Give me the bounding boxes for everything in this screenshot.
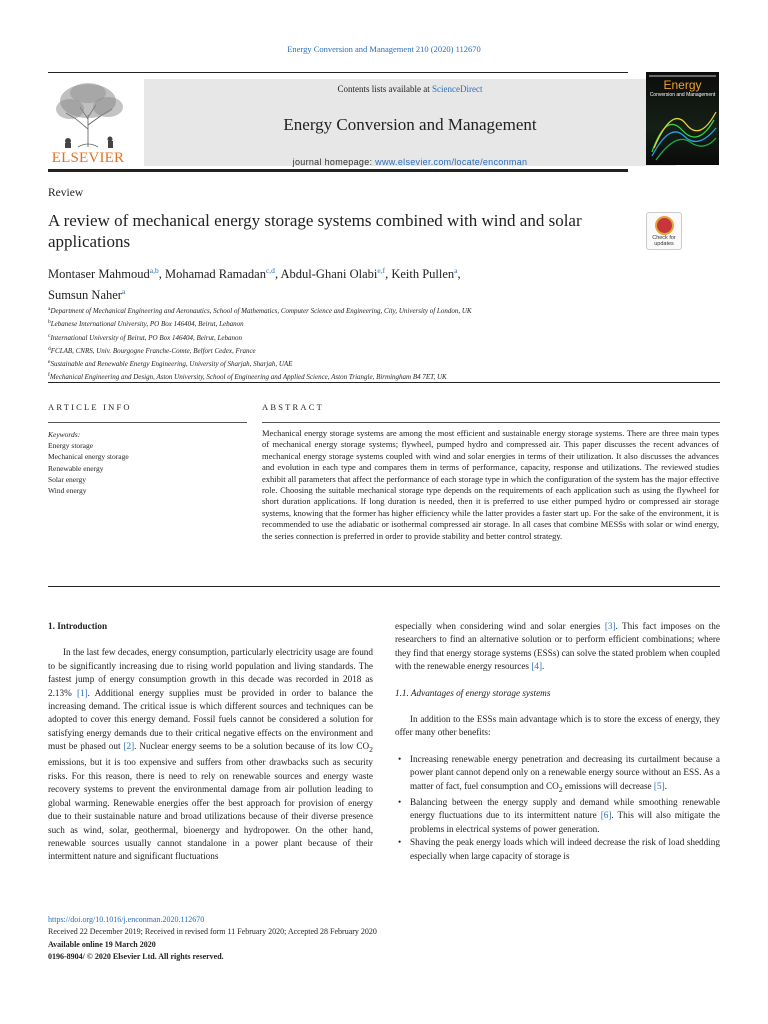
advantages-paragraph: In addition to the ESSs main advantage which is to store the excess of energy, they offer many other benefits: <box>395 714 720 738</box>
text-run: especially when considering wind and solar energies <box>395 621 605 631</box>
homepage-prefix: journal homepage: <box>292 157 376 167</box>
abstract-rule <box>262 422 720 423</box>
abstract-heading: ABSTRACT <box>262 402 324 412</box>
masthead-rule <box>48 169 628 172</box>
affiliation-text: Lebanese International University, PO Box 146404, Beirut, Lebanon <box>50 320 244 329</box>
affiliation-marker: f <box>48 372 50 379</box>
article-info-heading: ARTICLE INFO <box>48 402 132 412</box>
affiliation-marker: a <box>48 306 51 312</box>
text-run: Balancing between the energy supply and demand while smoothing renewable energy fluctuations due to its intermittent nature <box>410 796 720 821</box>
affiliation-marker: c <box>48 332 51 339</box>
journal-title: Energy Conversion and Management <box>283 115 537 134</box>
subscript: 2 <box>558 784 563 794</box>
elsevier-wordmark: ELSEVIER <box>51 150 125 166</box>
author-list <box>48 262 648 304</box>
affiliation-item <box>48 344 648 357</box>
keyword-item[interactable]: Mechanical energy storage <box>48 452 129 462</box>
article-info-rule <box>48 422 247 423</box>
affiliation-text: Mechanical Engineering and Design, Aston University, School of Engineering and Applied Science, Aston Triangle, Birmingham B4 7ET, UK <box>49 373 447 382</box>
cover-artwork-icon <box>646 72 719 165</box>
author-affiliation-marker[interactable]: a <box>121 287 126 296</box>
elsevier-tree-icon <box>48 79 128 149</box>
reference-link-3[interactable]: [3] <box>604 621 616 631</box>
copyright-notice: 0196-8904/ © 2020 Elsevier Ltd. All rights reserved. <box>48 951 224 961</box>
advantages-list <box>395 753 720 863</box>
doi-link[interactable]: https://doi.org/10.1016/j.enconman.2020.112670 <box>48 915 205 924</box>
received-dates: Received 22 December 2019; Received in revised form 11 February 2020; Accepted 28 February 2020 <box>48 927 377 937</box>
keyword-item[interactable]: Solar energy <box>48 474 86 484</box>
keyword-list <box>48 440 129 496</box>
available-online-date: Available online 19 March 2020 <box>48 939 156 949</box>
text-run: . Nuclear energy seems to be a solution because of its low CO <box>134 741 370 752</box>
affiliation-marker: b <box>48 319 51 326</box>
article-title: A review of mechanical energy storage systems combined with wind and solar applications <box>48 211 582 251</box>
text-run: . <box>542 661 545 672</box>
text-run: . This will also mitigate the problems in electrical systems of power generation. <box>410 810 721 834</box>
author-affiliation-marker[interactable]: c,d <box>265 266 275 275</box>
sciencedirect-link[interactable]: ScienceDirect <box>432 84 483 94</box>
affiliation-text: Department of Mechanical Engineering and Aeronautics, School of Mathematics, Computer Science and Engineering, City, University of London, UK <box>50 307 472 315</box>
affiliation-text: International University of Beirut, PO Box 146404, Beirut, Lebanon <box>50 333 242 342</box>
list-item <box>395 753 720 796</box>
affiliation-marker: d <box>48 345 51 352</box>
body-column-right <box>395 620 720 863</box>
author-separator: , <box>457 267 461 281</box>
keyword-item[interactable]: Energy storage <box>48 441 94 450</box>
list-item <box>395 796 720 836</box>
reference-link-2[interactable]: [2] <box>123 741 135 752</box>
introduction-paragraph <box>48 646 373 863</box>
check-for-updates-button[interactable] <box>646 212 682 250</box>
contents-prefix: Contents lists available at <box>337 84 432 94</box>
affiliation-item <box>48 357 648 370</box>
cover-subtitle: Conversion and Management <box>649 92 716 98</box>
body-column-left <box>48 620 373 864</box>
check-for-updates-label: Check for updates <box>652 235 676 247</box>
cover-title: Energy <box>663 78 702 92</box>
author-separator: , <box>385 267 392 281</box>
author-name[interactable]: Abdul-Ghani Olabi <box>280 267 378 281</box>
homepage-line <box>144 157 676 167</box>
text-run: . <box>664 780 667 791</box>
introduction-heading: 1. Introduction <box>48 621 108 631</box>
section-divider-bottom <box>48 586 720 587</box>
affiliation-list <box>48 304 648 384</box>
continued-paragraph <box>395 620 720 674</box>
affiliation-text: Sustainable and Renewable Energy Engineering, University of Sharjah, Sharjah, UAE <box>50 360 293 369</box>
keyword-item[interactable]: Wind energy <box>48 486 87 496</box>
journal-citation-link[interactable]: Energy Conversion and Management 210 (2020) 112670 <box>287 44 481 54</box>
author-name[interactable]: Mohamad Ramadan <box>164 267 266 281</box>
affiliation-item <box>48 317 648 330</box>
affiliation-text: FCLAB, CNRS, Univ. Bourgogne Franche-Comte, Belfort Cedex, France <box>50 346 256 355</box>
reference-link-1[interactable]: [1] <box>76 687 88 698</box>
subscript: 2 <box>369 745 373 755</box>
journal-masthead <box>48 72 628 172</box>
abstract-text: Mechanical energy storage systems are among the most efficient and sustainable energy storage systems. There are three main types of mechanical energy storage systems; flywheel, pumped hydro and compressed air. This paper discusses the recent advances of mechanical energy storage systems coupled with wind and solar energies in terms of their utilization. It also discusses the advances and evolution in each type and compares them in terms of performance, capacity, response and utilizations. The reviewed studies exhibit all parameters that affect the performance of each storage type in which the configuration of the system has the major effective role. Choosing the suitable mechanical storage type depends on the requirements of each application such as using the flywheel for short duration applications. If long duration is needed, then it is preferred to use either pumped hydro or compressed air storage systems, knowing that the former has higher efficiency while the latter provides a faster start up. For the sake of the environment, it is recommended to use the adiabatic or isothermal compressed air storage. In all cases that combine MESSs with solar or wind energy, the series connection is preferred in order to provide stability and better control strategy. <box>262 428 719 541</box>
text-run: emissions, but it is too expensive and suffers from other drawbacks such as security risks. For this reason, there is need to rely on renewable sources and energy waste recovery systems to prevent the environmental damage from air pollution leading to global warming. Renewable energies offer the best approach for provision of energy due to their sustainable nature and broad utilizations because of their diverse presence such as wind, solar, geothermal, bioenergy and hydropower. On the other hand, renewable sources usually cannot standalone in a power plant because of their intermittent nature and significant fluctuations <box>48 757 373 862</box>
journal-cover-thumbnail[interactable] <box>646 72 719 165</box>
text-run: Increasing renewable energy penetration and decreasing its curtailment because a power plant cannot depend only on a renewable energy source without an ESS. As a matter of fact, fuel consumption and CO <box>410 753 720 791</box>
keyword-item[interactable]: Renewable energy <box>48 463 104 473</box>
text-run: emissions will decrease <box>562 780 654 791</box>
subsection-heading: 1.1. Advantages of energy storage systems <box>395 687 551 698</box>
author-affiliation-marker[interactable]: a,b <box>149 266 159 275</box>
author-name[interactable]: Montaser Mahmoud <box>48 267 150 281</box>
article-type-label: Review <box>48 187 84 199</box>
author-separator: , <box>274 267 281 281</box>
reference-link-5[interactable]: [5] <box>653 780 665 791</box>
list-item: • Shaving the peak energy loads which will indeed decrease the risk of load shedding especially when large capacity of storage is <box>395 836 720 863</box>
contents-line <box>144 84 676 94</box>
article-footer <box>48 914 377 963</box>
author-affiliation-marker[interactable]: e,f <box>377 266 386 275</box>
affiliation-item <box>48 304 648 317</box>
affiliation-item <box>48 331 648 344</box>
text-run: In the last few decades, energy consumption, particularly electricity usage are found to be significantly increasing due to rising world population and living standards. The fastest jump of energy consumption growth in this decade was recorded in 2018 as 2.13% <box>48 647 373 698</box>
crossmark-icon <box>655 216 674 235</box>
reference-link-6[interactable]: [6] <box>600 810 612 821</box>
text-run: . Additional energy supplies must be provided in order to balance the increasing demand. The critical issue is which different sources and techniques can be adopted to cover this energy demand. Fossil fuels cannot be considered a solution for satisfying energy demands due to their critical negative effects on the environment and must be phased out <box>48 687 374 752</box>
author-name[interactable]: Sumsun Naher <box>48 288 122 302</box>
affiliation-marker: e <box>48 359 51 366</box>
text-run: . This fact imposes on the researchers to find an alternative solution or to perform efficient combinations; where they find that energy storage systems (ESSs) can solve the stated problem when coupled with the renewable energy resources <box>395 621 720 672</box>
elsevier-logo[interactable] <box>48 79 128 165</box>
homepage-link[interactable]: www.elsevier.com/locate/enconman <box>375 157 528 167</box>
masthead-band <box>144 79 676 166</box>
keywords-label: Keywords: <box>48 430 81 439</box>
author-separator: , <box>158 267 165 281</box>
section-divider-top <box>48 382 720 383</box>
reference-link-4[interactable]: [4] <box>531 661 543 672</box>
author-affiliation-marker[interactable]: a <box>454 266 458 275</box>
author-name[interactable]: Keith Pullen <box>391 267 455 281</box>
